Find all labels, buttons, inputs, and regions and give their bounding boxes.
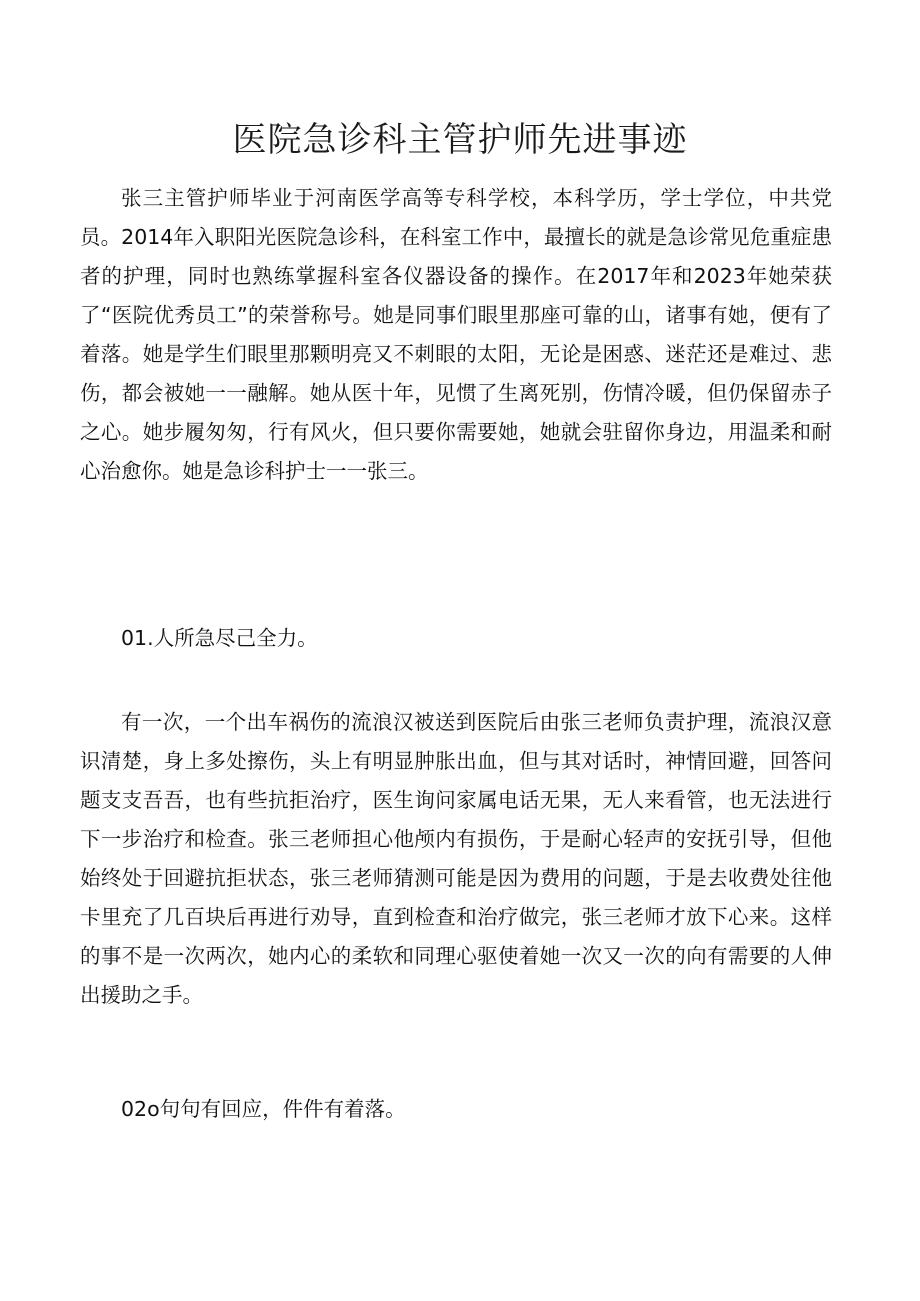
intro-paragraph: 张三主管护师毕业于河南医学高等专科学校，本科学历，学士学位，中共党员。2014年入职阳光医院急诊科，在科室工作中，最擅长的就是急诊常见危重症患者的护理，同时也熟练掌握科室各仪器设备的操作。在2017年和2023年她荣获了“医院优秀员工”的荣誉称号。她是同事们眼里那座可靠的山，诸事有她，便有了着落。她是学生们眼里那颗明亮又不刺眼的太阳，无论是困惑、迷茫还是难过、悲伤，都会被她一一融解。她从医十年，见惯了生离死别，伤情冷暖，但仍保留赤子之心。她步履匆匆，行有风火，但只要你需要她，她就会驻留你身边，用温柔和耐心治愈你。她是急诊科护士一一张三。 <box>80 186 832 483</box>
section-heading-1: 01.人所急尽己全力。 <box>121 626 318 650</box>
story-paragraph: 有一次，一个出车祸伤的流浪汉被送到医院后由张三老师负责护理，流浪汉意识清楚，身上多处擦伤，头上有明显肿胀出血，但与其对话时，神情回避，回答问题支支吾吾，也有些抗拒治疗，医生询问家属电话无果，无人来看管，也无法进行下一步治疗和检查。张三老师担心他颅内有损伤，于是耐心轻声的安抚引导，但他始终处于回避抗拒状态，张三老师猜测可能是因为费用的问题，于是去收费处往他卡里充了几百块后再进行劝导，直到检查和治疗做完，张三老师才放下心来。这样的事不是一次两次，她内心的柔软和同理心驱使着她一次又一次的向有需要的人伸出援助之手。 <box>80 710 832 1007</box>
section-heading-2: 02o句句有回应，件件有着落。 <box>121 1097 406 1121</box>
document-title: 医院急诊科主管护师先进事迹 <box>232 120 688 160</box>
